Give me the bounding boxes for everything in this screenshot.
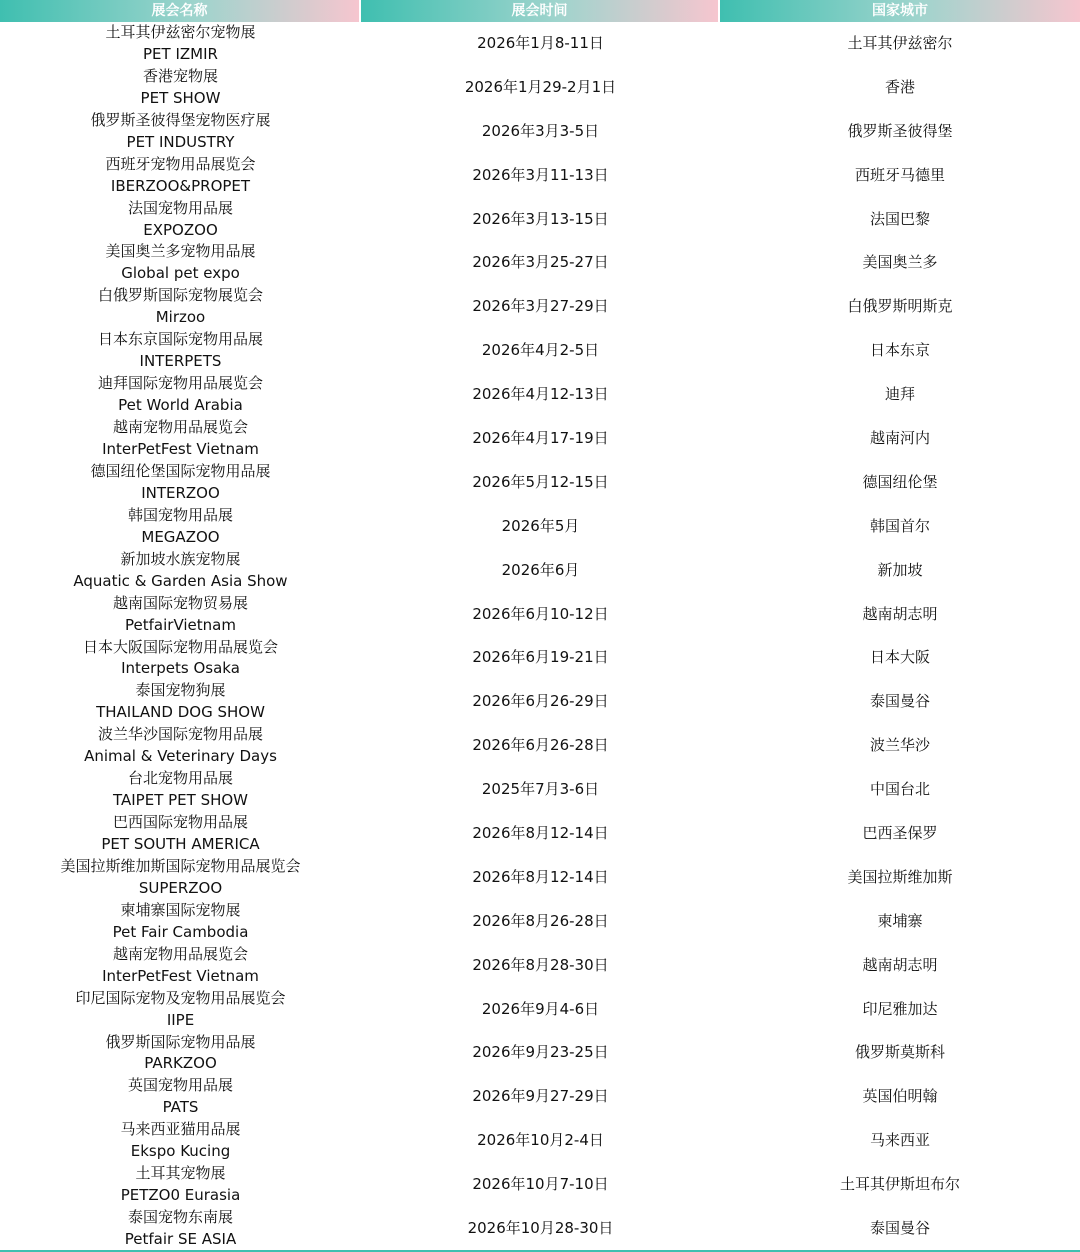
table-row [0,988,1080,1032]
exhibition-name-en: IIPE [166,1010,195,1029]
table-row [0,154,1080,198]
exhibition-date-cell: 2026年3月25-27日 [472,253,609,272]
country-city-cell: 马来西亚 [869,1131,930,1150]
exhibition-name-cell [0,680,361,724]
table-row [0,549,1080,593]
table-row [0,768,1080,812]
country-city-cell: 日本大阪 [869,648,930,667]
exhibition-date-cell: 2026年1月8-11日 [477,33,604,52]
exhibition-name-cell [0,198,361,242]
exhibition-name-cn: 日本东京国际宠物用品展 [97,330,263,349]
exhibition-name-en: PET SOUTH AMERICA [101,834,260,853]
exhibition-name-cell [0,944,361,988]
exhibition-date-cell: 2026年6月26-29日 [472,692,609,711]
exhibition-name-cell [0,812,361,856]
exhibition-name-en: IBERZOO&PROPET [110,176,251,195]
exhibition-name-en: TAIPET PET SHOW [112,791,249,810]
table-row [0,329,1080,373]
exhibition-name-cell [0,900,361,944]
header-exhibition-date: 展会时间 [361,0,718,22]
country-city-cell: 泰国曼谷 [869,692,930,711]
exhibition-name-cn: 白俄罗斯国际宠物展览会 [97,286,263,305]
exhibition-name-cn: 美国奥兰多宠物用品展 [105,242,256,261]
exhibition-date-cell: 2026年3月27-29日 [472,297,609,316]
country-city-cell: 越南胡志明 [862,604,938,623]
table-row [0,636,1080,680]
country-city-cell: 新加坡 [877,560,923,579]
exhibition-name-en: INTERZOO [141,483,220,502]
country-city-cell: 德国纽伦堡 [862,472,938,491]
table-row [0,1075,1080,1119]
exhibition-date-cell: 2026年9月23-25日 [472,1043,609,1062]
exhibition-name-cell [0,329,361,373]
exhibition-name-cell [0,724,361,768]
country-city-cell: 越南河内 [869,429,930,447]
exhibition-date-cell: 2026年1月29-2月1日 [464,77,617,96]
country-city-cell: 土耳其伊兹密尔 [847,33,953,52]
exhibition-name-en: INTERPETS [139,352,222,371]
exhibition-name-en: InterPetFest Vietnam [102,439,259,458]
exhibition-name-cn: 越南宠物用品展览会 [112,418,248,437]
exhibition-name-cn: 波兰华沙国际宠物用品展 [97,725,263,744]
table-row [0,373,1080,417]
table-row [0,505,1080,549]
table-row [0,1119,1080,1163]
exhibition-name-cell [0,549,361,593]
table-row [0,241,1080,285]
table-row [0,593,1080,637]
exhibition-name-cn: 韩国宠物用品展 [127,505,233,524]
exhibition-date-cell: 2026年5月 [501,516,580,535]
table-row [0,680,1080,724]
country-city-cell: 柬埔寨 [877,911,923,930]
exhibition-name-en: MEGAZOO [141,527,220,546]
exhibition-name-cn: 俄罗斯圣彼得堡宠物医疗展 [90,110,271,129]
table-row [0,110,1080,154]
exhibition-name-en: InterPetFest Vietnam [102,966,259,985]
exhibition-name-cn: 土耳其宠物展 [135,1164,226,1183]
exhibition-name-cn: 越南宠物用品展览会 [112,944,248,963]
table-row [0,22,1080,66]
exhibition-date-cell: 2026年6月19-21日 [472,648,609,667]
exhibition-date-cell: 2026年10月2-4日 [477,1131,604,1150]
exhibition-name-cell [0,637,361,681]
exhibition-name-cell [0,1163,361,1207]
exhibition-date-cell: 2026年8月28-30日 [472,955,609,974]
country-city-cell: 越南胡志明 [862,955,938,974]
exhibition-name-en: PATS [162,1098,199,1117]
country-city-cell: 法国巴黎 [869,209,930,228]
exhibition-name-en: Pet Fair Cambodia [112,922,249,941]
exhibition-name-cn: 法国宠物用品展 [127,198,233,217]
exhibition-date-cell: 2026年4月2-5日 [481,341,600,360]
exhibition-name-cn: 柬埔寨国际宠物展 [120,900,241,919]
exhibition-name-en: PETZO0 Eurasia [120,1186,241,1205]
exhibition-name-cell [0,154,361,198]
exhibition-name-cn: 泰国宠物狗展 [135,681,226,700]
table-row [0,285,1080,329]
country-city-cell: 韩国首尔 [869,516,930,535]
exhibition-name-en: Ekspo Kucing [130,1142,231,1161]
exhibition-date-cell: 2026年10月7-10日 [472,1175,609,1194]
exhibition-name-en: Mirzoo [155,308,206,327]
country-city-cell: 俄罗斯圣彼得堡 [847,121,953,140]
table-header [0,0,1080,22]
country-city-cell: 俄罗斯莫斯科 [854,1043,945,1062]
exhibition-name-cn: 美国拉斯维加斯国际宠物用品展览会 [60,856,301,875]
exhibition-name-cell [0,593,361,637]
exhibition-name-cn: 泰国宠物东南展 [127,1208,233,1227]
exhibition-name-cn: 德国纽伦堡国际宠物用品展 [90,461,271,480]
exhibition-date-cell: 2026年9月4-6日 [481,999,600,1018]
exhibition-name-cn: 印尼国际宠物及宠物用品展览会 [75,988,286,1007]
exhibition-name-en: Petfair SE ASIA [124,1229,237,1248]
exhibition-name-cn: 新加坡水族宠物展 [120,549,241,568]
exhibition-date-cell: 2026年5月12-15日 [472,472,609,491]
exhibition-date-cell: 2025年7月3-6日 [481,780,600,799]
table-row [0,461,1080,505]
exhibition-date-cell: 2026年9月27-29日 [472,1087,609,1106]
table-row [0,66,1080,110]
exhibition-name-cn: 香港宠物展 [142,66,218,85]
country-city-cell: 印尼雅加达 [862,999,938,1018]
exhibition-date-cell: 2026年8月12-14日 [472,824,609,843]
country-city-cell: 土耳其伊斯坦布尔 [839,1175,960,1194]
exhibition-name-cn: 巴西国际宠物用品展 [112,813,248,832]
exhibition-name-cell [0,461,361,505]
exhibition-name-cn: 日本大阪国际宠物用品展览会 [82,637,278,656]
exhibition-name-en: Aquatic & Garden Asia Show [73,571,288,590]
exhibition-name-cell [0,241,361,285]
table-row [0,812,1080,856]
country-city-cell: 美国奥兰多 [862,253,938,272]
exhibition-name-cell [0,856,361,900]
exhibition-date-cell: 2026年4月17-19日 [472,429,609,447]
country-city-cell: 迪拜 [884,385,915,404]
exhibition-name-en: EXPOZOO [143,220,218,239]
exhibition-name-en: PET IZMIR [143,44,218,63]
country-city-cell: 日本东京 [869,341,930,360]
exhibition-name-cell [0,1075,361,1119]
table-row [0,1207,1080,1251]
exhibition-name-en: PARKZOO [144,1054,217,1073]
exhibition-name-en: PET SHOW [140,88,221,107]
exhibition-name-cell [0,285,361,329]
table-row [0,900,1080,944]
exhibition-date-cell: 2026年3月11-13日 [472,165,609,184]
country-city-cell: 白俄罗斯明斯克 [847,297,953,316]
exhibition-name-en: Animal & Veterinary Days [84,747,277,766]
table-row [0,417,1080,461]
header-country-city: 国家城市 [720,0,1080,22]
exhibition-name-cell [0,417,361,461]
exhibition-name-cn: 英国宠物用品展 [127,1076,233,1095]
exhibition-name-cell [0,768,361,812]
exhibition-name-cell [0,110,361,154]
exhibition-name-cn: 迪拜国际宠物用品展览会 [97,374,263,393]
exhibition-date-cell: 2026年6月10-12日 [472,604,609,623]
country-city-cell: 中国台北 [869,780,930,799]
exhibition-name-cn: 西班牙宠物用品展览会 [105,154,256,173]
exhibition-name-en: Interpets Osaka [121,659,240,678]
country-city-cell: 英国伯明翰 [862,1087,938,1106]
country-city-cell: 香港 [884,77,915,96]
exhibition-name-en: Global pet expo [121,264,240,283]
country-city-cell: 巴西圣保罗 [862,824,938,843]
exhibition-name-cn: 台北宠物用品展 [127,769,233,788]
exhibition-date-cell: 2026年3月3-5日 [481,121,600,140]
exhibition-name-cell [0,505,361,549]
country-city-cell: 波兰华沙 [869,736,930,755]
table-row [0,856,1080,900]
exhibition-name-en: THAILAND DOG SHOW [96,703,265,722]
table-row [0,724,1080,768]
exhibition-name-en: Pet World Arabia [118,396,243,415]
exhibition-name-cell [0,66,361,110]
exhibition-date-cell: 2026年4月12-13日 [472,385,609,404]
header-exhibition-name: 展会名称 [0,0,359,22]
exhibition-date-cell: 2026年8月26-28日 [472,911,609,930]
exhibition-name-cell [0,22,361,66]
country-city-cell: 美国拉斯维加斯 [847,867,953,886]
table-row [0,198,1080,242]
exhibition-name-en: PET INDUSTRY [126,132,235,151]
country-city-cell: 西班牙马德里 [854,165,945,184]
country-city-cell: 泰国曼谷 [869,1219,930,1238]
exhibition-date-cell: 2026年6月 [501,560,580,579]
exhibition-name-cn: 俄罗斯国际宠物用品展 [105,1032,256,1051]
table-body [0,22,1080,1251]
exhibition-date-cell: 2026年8月12-14日 [472,867,609,886]
exhibition-name-cell [0,988,361,1032]
table-row [0,1163,1080,1207]
table-row [0,944,1080,988]
exhibition-date-cell: 2026年6月26-28日 [472,736,609,755]
exhibition-name-cell [0,1032,361,1076]
exhibition-name-cell [0,1207,361,1251]
exhibition-name-cn: 马来西亚猫用品展 [120,1120,241,1139]
exhibition-name-cell [0,1119,361,1163]
exhibition-date-cell: 2026年10月28-30日 [467,1219,614,1238]
exhibition-name-cn: 土耳其伊兹密尔宠物展 [105,23,256,42]
table-row [0,1031,1080,1075]
exhibition-name-en: PetfairVietnam [125,615,236,634]
exhibition-date-cell: 2026年3月13-15日 [472,209,609,228]
exhibition-name-en: SUPERZOO [138,878,223,897]
exhibition-name-cn: 越南国际宠物贸易展 [112,593,248,612]
exhibition-name-cell [0,373,361,417]
